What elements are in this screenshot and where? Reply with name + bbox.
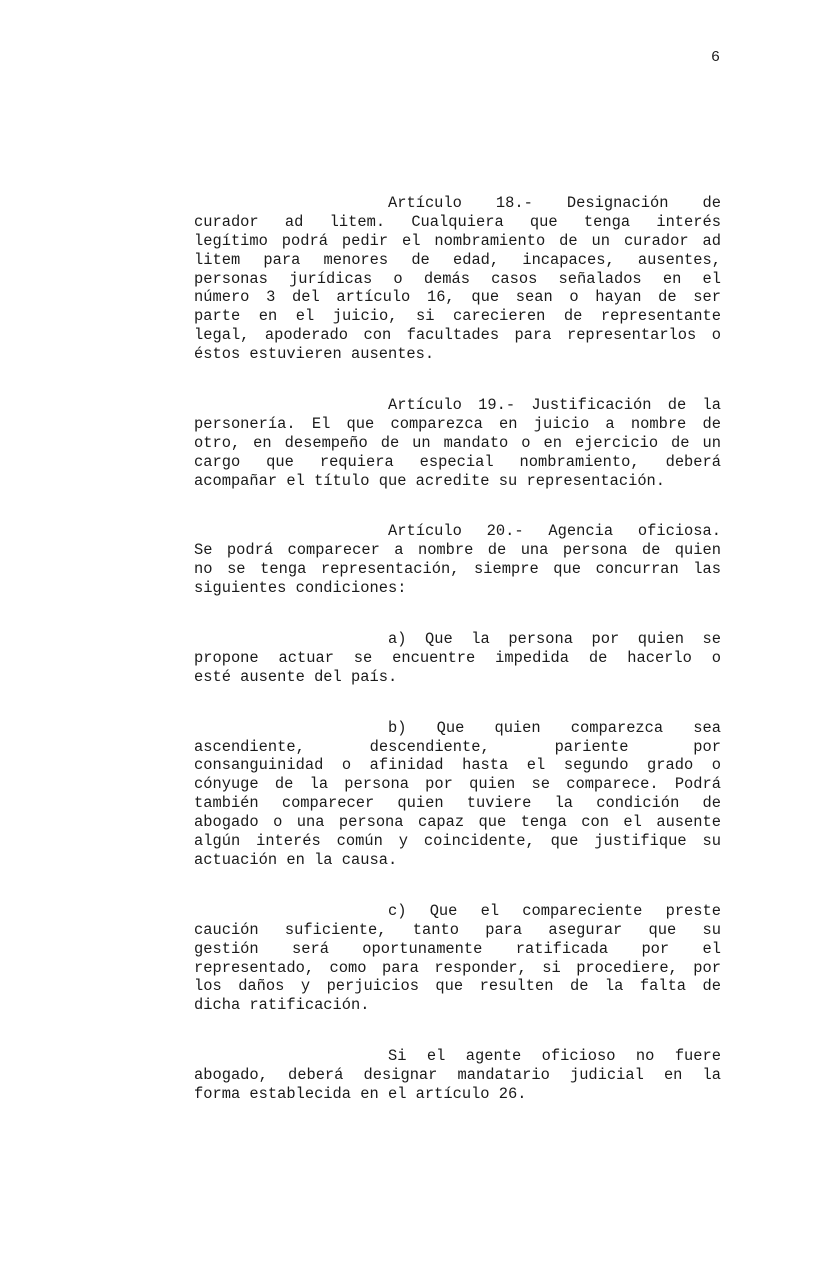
text-line: número 3 del artículo 16, que sean o hayan de ser (194, 288, 721, 307)
text-line: forma establecida en el artículo 26. (194, 1084, 527, 1103)
text-line: éstos estuvieren ausentes. (194, 345, 435, 364)
text-line: no se tenga representación, siempre que concurran las (194, 560, 721, 579)
text-line: Se podrá comparecer a nombre de una persona de quien (194, 541, 721, 560)
text-line: acompañar el título que acredite su representación. (194, 471, 666, 490)
text-line: gestión será oportunamente ratificada por el (194, 939, 721, 958)
paragraph-condicion-c (194, 902, 721, 1015)
paragraph-articulo-19 (194, 396, 721, 490)
page-number: 6 (710, 49, 720, 66)
text-line: representado, como para responder, si procediere, por (194, 958, 721, 977)
paragraph-articulo-20 (194, 522, 721, 598)
text-line: Artículo 19.- Justificación de la (388, 396, 721, 415)
paragraph-condicion-a (194, 630, 721, 687)
text-line: algún interés común y coincidente, que justifique su (194, 832, 721, 851)
text-line: consanguinidad o afinidad hasta el segundo grado o (194, 756, 721, 775)
text-line: los daños y perjuicios que resulten de la falta de (194, 977, 721, 996)
text-line: cónyuge de la persona por quien se comparece. Podrá (194, 775, 721, 794)
text-line: personería. El que comparezca en juicio a nombre de (194, 414, 721, 433)
text-line: otro, en desempeño de un mandato o en ejercicio de un (194, 433, 721, 452)
text-line: c) Que el compareciente preste (388, 901, 721, 920)
text-line: personas jurídicas o demás casos señalados en el (194, 269, 721, 288)
text-line: también comparecer quien tuviere la condición de (194, 794, 721, 813)
text-line: dicha ratificación. (194, 996, 370, 1015)
text-line: b) Que quien comparezca sea (388, 718, 721, 737)
paragraph-articulo-18 (194, 194, 721, 364)
text-line: Artículo 18.- Designación de (388, 194, 721, 212)
text-line: esté ausente del país. (194, 667, 398, 686)
text-line: actuación en la causa. (194, 850, 398, 869)
text-line: abogado, deberá designar mandatario judicial en la (194, 1066, 721, 1085)
text-line: Si el agente oficioso no fuere (388, 1047, 721, 1066)
paragraph-condicion-b (194, 719, 721, 870)
text-line: curador ad litem. Cualquiera que tenga interés (194, 212, 721, 231)
text-line: cargo que requiera especial nombramiento, deberá (194, 452, 721, 471)
paragraph-agente-oficioso (194, 1047, 721, 1104)
text-line: legítimo podrá pedir el nombramiento de un curador ad (194, 231, 721, 250)
text-line: legal, apoderado con facultades para representarlos o (194, 326, 721, 345)
text-line: Artículo 20.- Agencia oficiosa. (388, 522, 721, 541)
text-line: caución suficiente, tanto para asegurar que su (194, 920, 721, 939)
text-line: parte en el juicio, si carecieren de representante (194, 307, 721, 326)
text-line: a) Que la persona por quien se (388, 630, 721, 649)
text-line: propone actuar se encuentre impedida de hacerlo o (194, 648, 721, 667)
text-line: siguientes condiciones: (194, 579, 407, 598)
document-body (194, 194, 721, 1104)
text-line: abogado o una persona capaz que tenga con el ausente (194, 813, 721, 832)
text-line: litem para menores de edad, incapaces, ausentes, (194, 250, 721, 269)
text-line: ascendiente, descendiente, pariente por (194, 737, 721, 756)
